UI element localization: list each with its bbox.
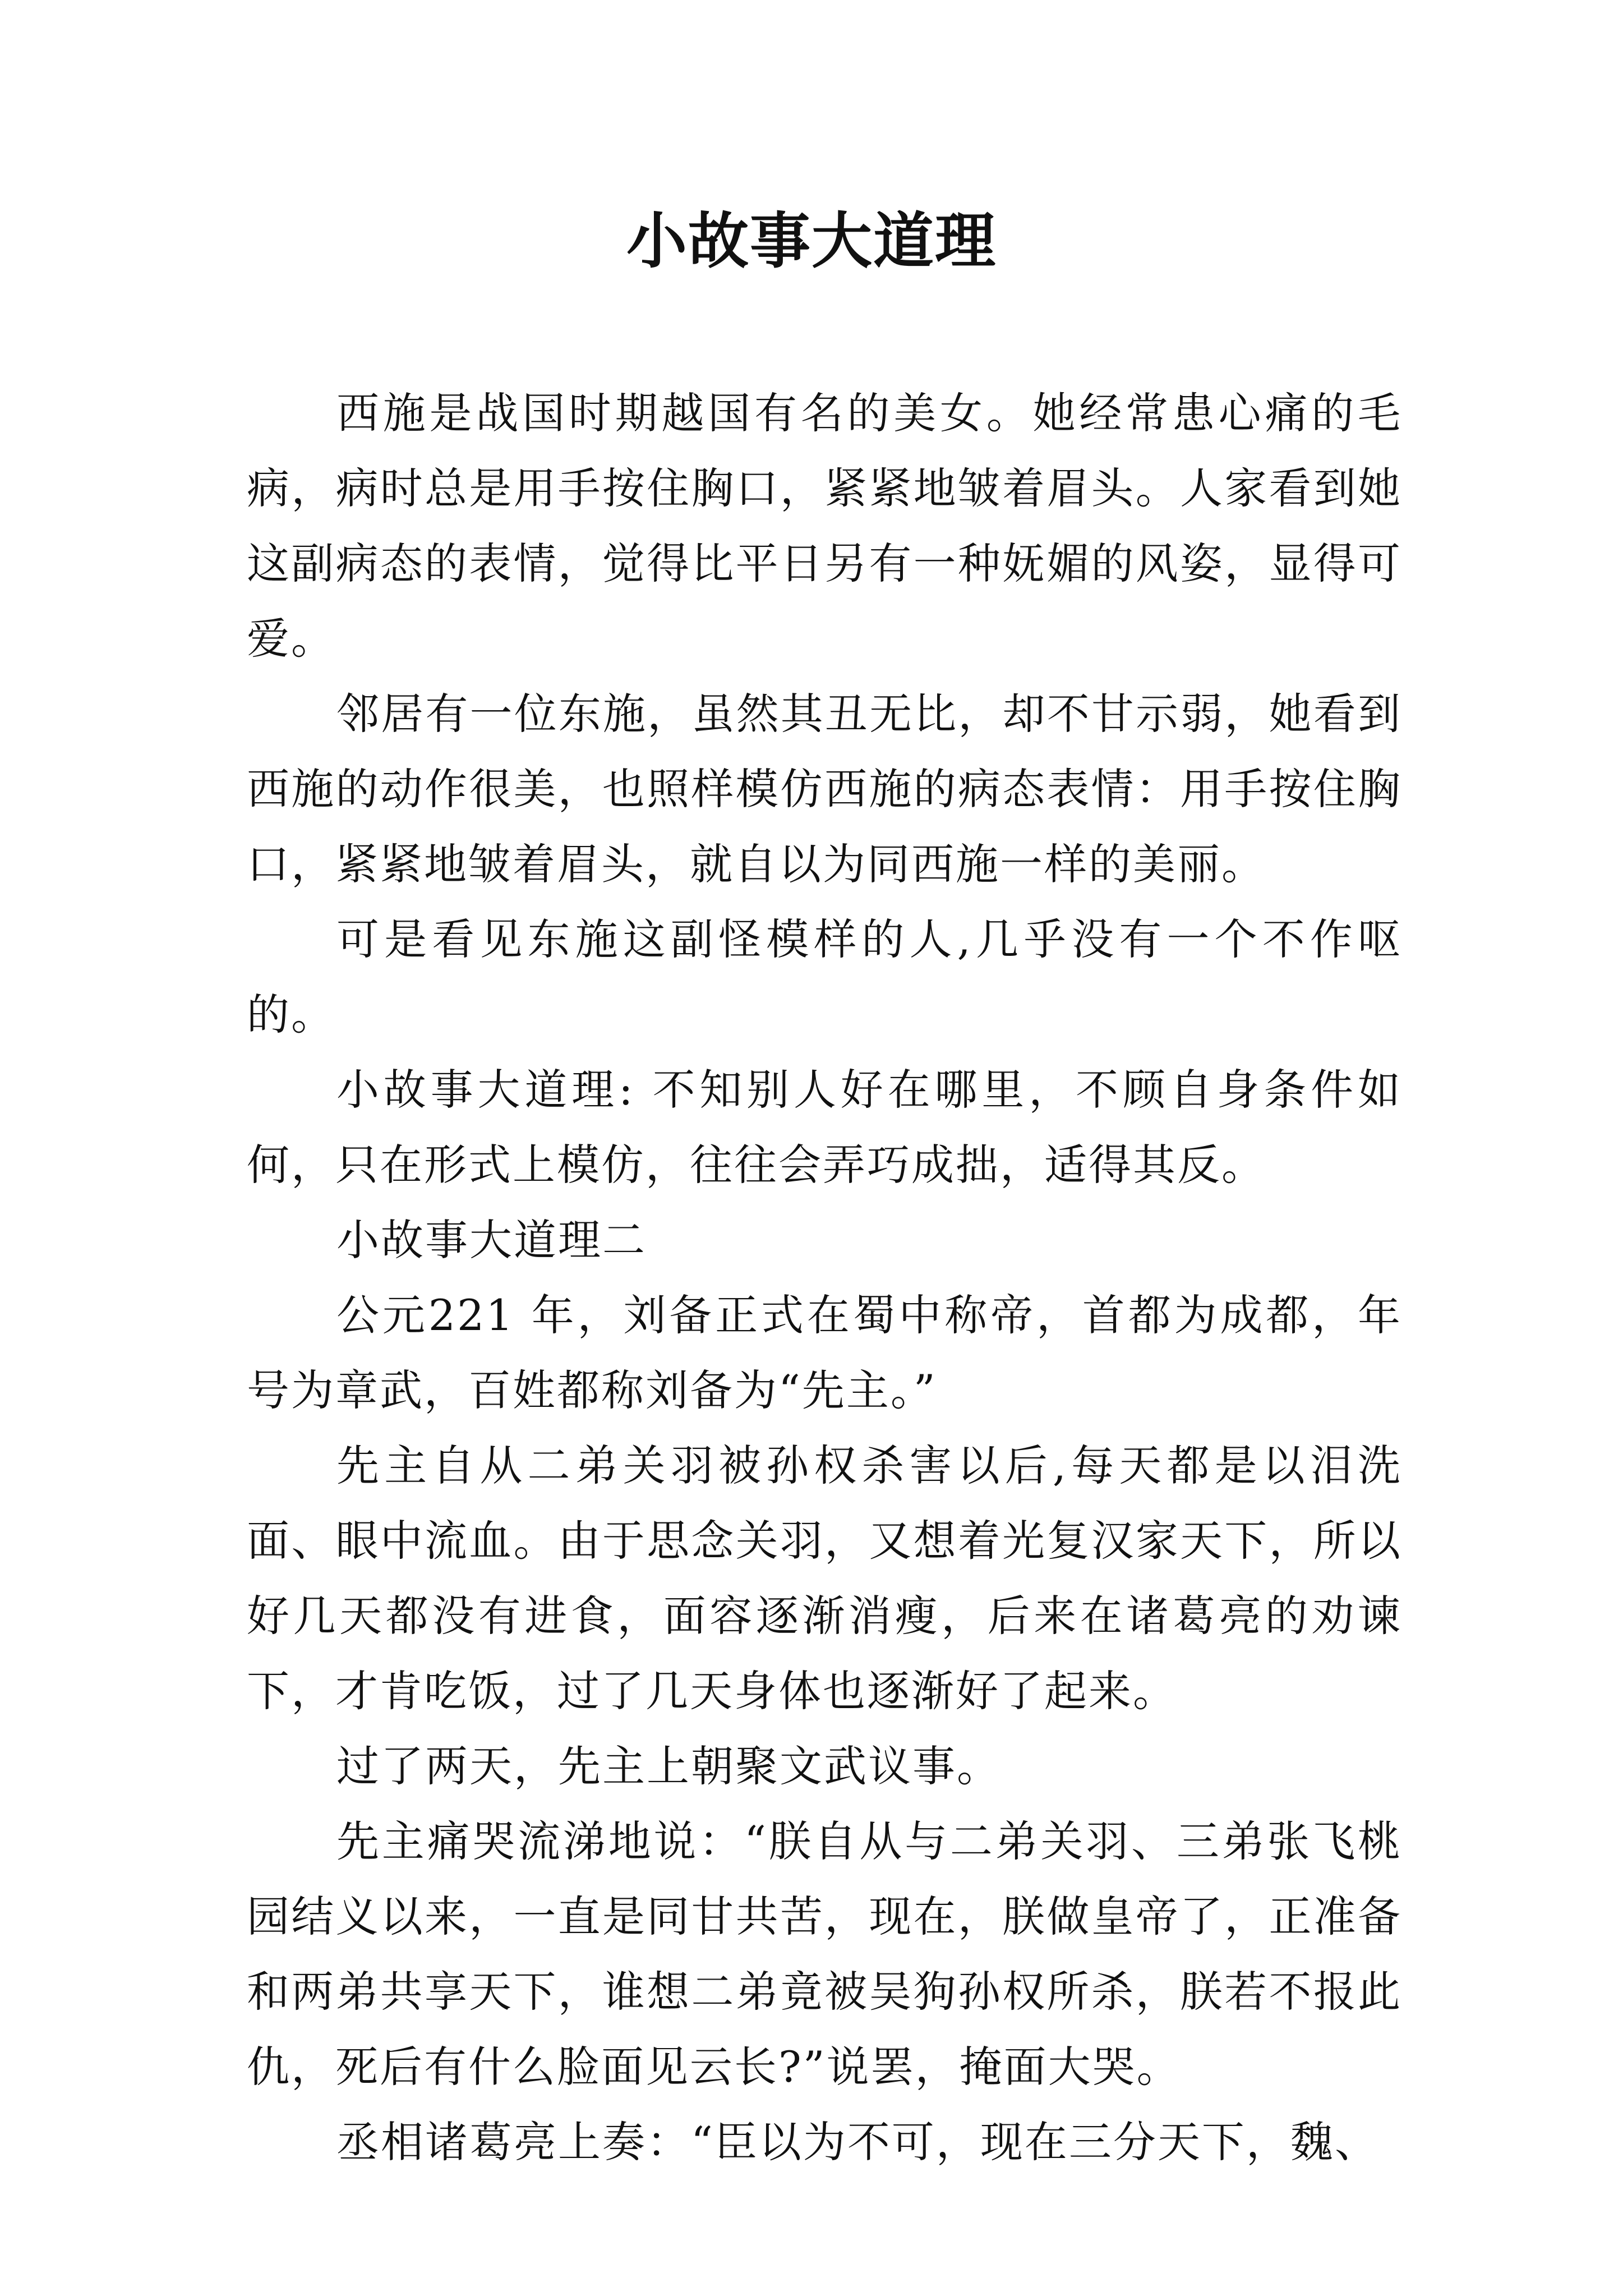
paragraph: 先主痛哭流涕地说：“朕自从与二弟关羽、三弟张飞桃园结义以来，一直是同甘共苦，现在，朕做皇帝了，正准备和两弟共享天下，谁想二弟竟被吴狗孙权所杀，朕若不报此仇，死后有什么脸面见云长?”说罢，掩面大哭。 xyxy=(247,1816,1402,2092)
paragraph: 丞相诸葛亮上奏：“臣以为不可，现在三分天下，魏、 xyxy=(336,2117,1379,2167)
paragraph: 可是看见东施这副怪模样的人,几乎没有一个不作呕的。 xyxy=(247,914,1402,1039)
paragraph: 邻居有一位东施，虽然其丑无比，却不甘示弱，她看到西施的动作很美，也照样模仿西施的病态表情：用手按住胸口，紧紧地皱着眉头，就自以为同西施一样的美丽。 xyxy=(247,689,1402,889)
document-body xyxy=(247,376,1402,2180)
section-heading: 小故事大道理二 xyxy=(336,1215,647,1265)
paragraph: 先主自从二弟关羽被孙权杀害以后,每天都是以泪洗面、眼中流血。由于思念关羽，又想着光复汉家天下，所以好几天都没有进食，面容逐渐消瘦，后来在诸葛亮的劝谏下，才肯吃饭，过了几天身体也逐渐好了起来。 xyxy=(247,1441,1402,1716)
paragraph: 小故事大道理: 不知别人好在哪里，不顾自身条件如何，只在形式上模仿，往往会弄巧成拙，适得其反。 xyxy=(247,1065,1402,1190)
paragraph: 西施是战国时期越国有名的美女。她经常患心痛的毛病，病时总是用手按住胸口，紧紧地皱着眉头。人家看到她这副病态的表情，觉得比平日另有一种妩媚的风姿，显得可爱。 xyxy=(247,388,1402,664)
paragraph: 过了两天，先主上朝聚文武议事。 xyxy=(336,1741,1001,1791)
paragraph: 公元221 年，刘备正式在蜀中称帝，首都为成都，年号为章武，百姓都称刘备为“先主。” xyxy=(247,1290,1402,1415)
document-title: 小故事大道理 xyxy=(626,206,997,277)
